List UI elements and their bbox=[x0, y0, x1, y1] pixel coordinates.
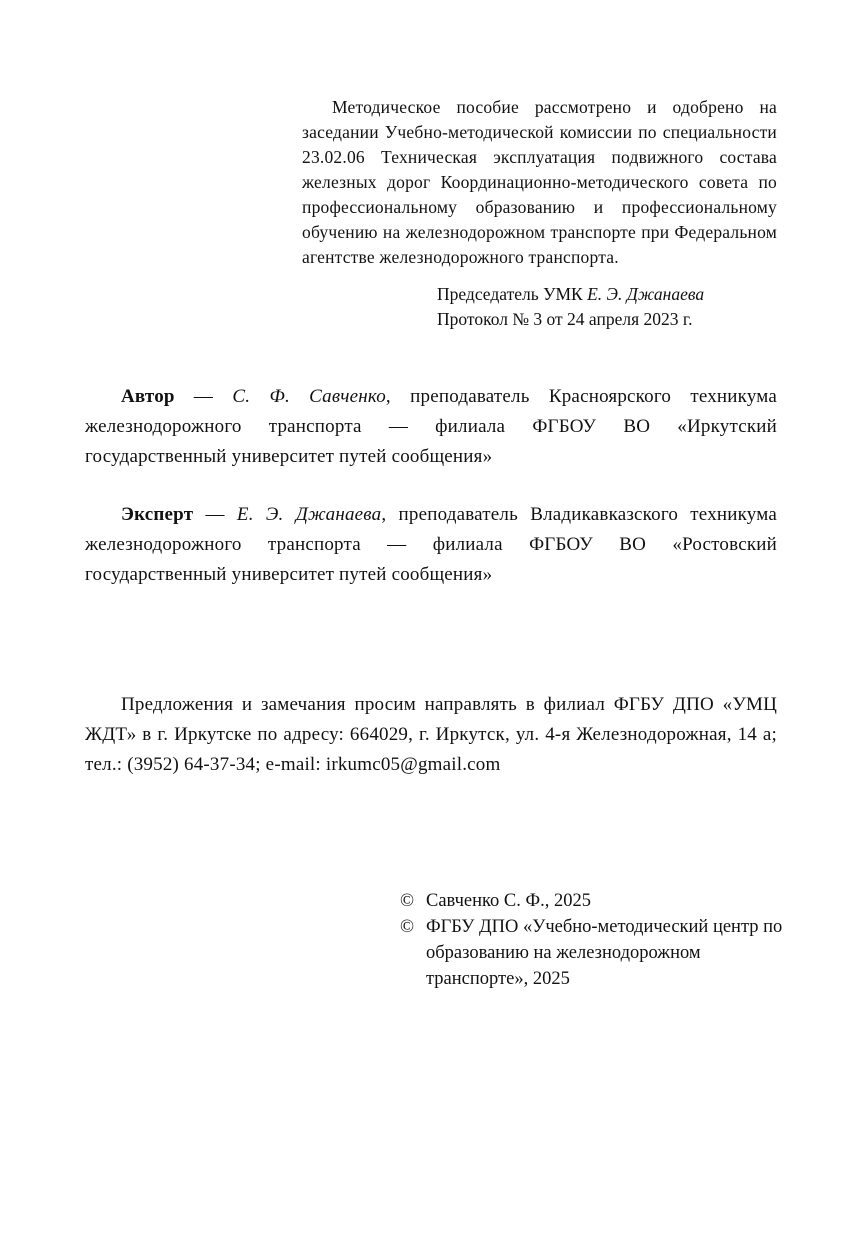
expert-separator: — bbox=[193, 504, 237, 525]
protocol-line: Протокол № 3 от 24 апреля 2023 г. bbox=[437, 309, 693, 329]
approval-paragraph bbox=[302, 95, 777, 270]
chairman-name: Е. Э. Джанаева bbox=[587, 284, 705, 304]
chairman-title: Председатель УМК bbox=[437, 284, 588, 304]
expert-label: Эксперт bbox=[121, 504, 194, 525]
copyright-author-text: Савченко С. Ф., 2025 bbox=[426, 891, 592, 911]
author-description: , преподаватель Красноярского техникума железнодорожного транспорта — филиала ФГБОУ ВО «Иркутский государственный университет путей сообщения» bbox=[85, 386, 777, 467]
chairman-line bbox=[437, 282, 779, 307]
expert-description: , преподаватель Владикавказского техникума железнодорожного транспорта — филиала ФГБОУ ВО «Ростовский государственный университет путей сообщения» bbox=[85, 504, 777, 585]
copyright-line-author bbox=[400, 888, 785, 914]
expert-name: Е. Э. Джанаева bbox=[236, 504, 382, 525]
author-label: Автор bbox=[121, 386, 175, 407]
author-separator: — bbox=[174, 386, 233, 407]
copyright-publisher-text: ФГБУ ДПО «Учебно-методический центр по образованию на железнодорожном транспорте», 2025 bbox=[426, 917, 783, 989]
approval-text: Методическое пособие рассмотрено и одобрено на заседании Учебно-методической комиссии по специальности 23.02.06 Техническая эксплуатация подвижного состава железных дорог Координационно-методического совета по профессиональному образованию и профессиональному обучению на железнодорожном транспорте при Федеральном агентстве железнодорожного транспорта. bbox=[302, 97, 777, 267]
signature-block bbox=[437, 282, 779, 332]
author-name: С. Ф. Савченко bbox=[232, 386, 386, 407]
contact-paragraph bbox=[85, 690, 777, 780]
author-paragraph bbox=[85, 382, 777, 472]
copyright-block bbox=[400, 888, 785, 992]
expert-paragraph bbox=[85, 500, 777, 590]
copyright-line-publisher bbox=[400, 914, 785, 992]
copyright-symbol: © bbox=[400, 917, 415, 937]
copyright-symbol: © bbox=[400, 891, 415, 911]
contact-text: Предложения и замечания просим направлять в филиал ФГБУ ДПО «УМЦ ЖДТ» в г. Иркутске по адресу: 664029, г. Иркутск, ул. 4-я Железнодорожная, 14 а; тел.: (3952) 64-37-34; e-mail: irkumc05@gmail.com bbox=[85, 694, 777, 775]
